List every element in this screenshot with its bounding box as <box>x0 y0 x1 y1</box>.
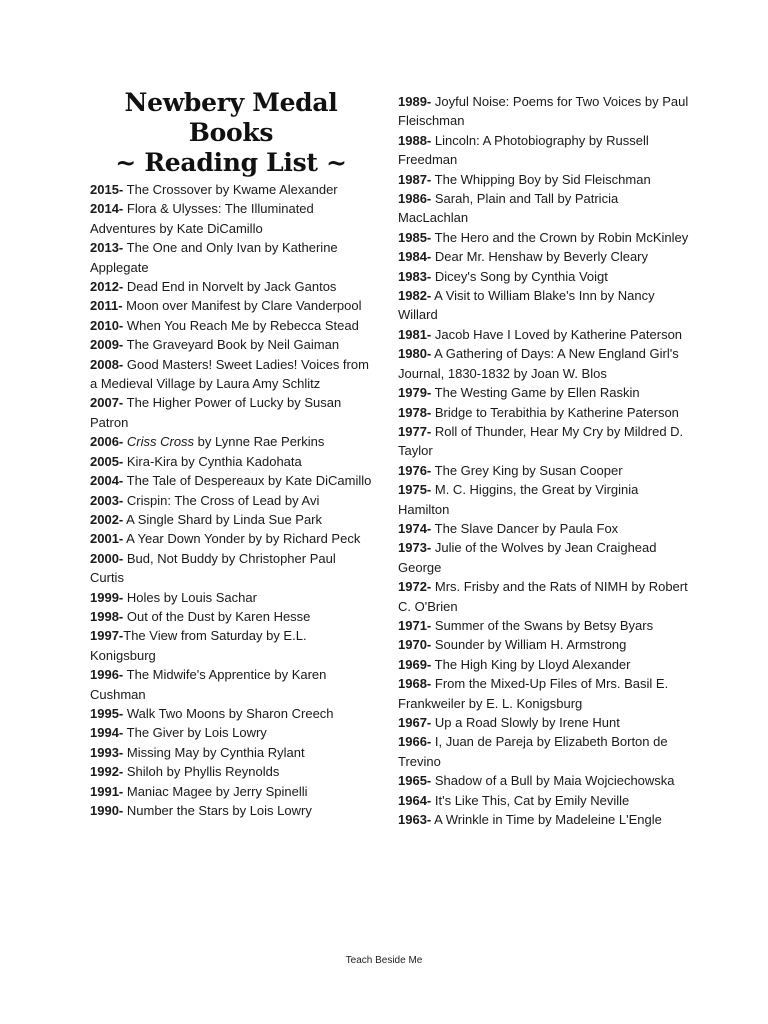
award-year: 2000 <box>90 550 119 566</box>
list-item <box>90 529 372 548</box>
list-item <box>90 762 372 781</box>
award-year: 1997 <box>90 628 119 644</box>
list-item <box>398 189 690 228</box>
book-title-author: The Midwife's Apprentice by Karen Cushman <box>90 667 327 702</box>
list-item <box>398 344 690 383</box>
award-year: 2008 <box>90 356 119 372</box>
book-title-author: The Slave Dancer by Paula Fox <box>431 520 619 536</box>
book-title-author: A Visit to William Blake's Inn by Nancy Willard <box>398 288 655 323</box>
book-title-author: Dead End in Norvelt by Jack Gantos <box>123 279 337 295</box>
year-separator: - <box>426 617 432 633</box>
year-separator: - <box>426 249 432 265</box>
award-year: 1980 <box>398 346 427 362</box>
list-item <box>90 296 372 315</box>
award-year: 2004 <box>90 473 119 489</box>
year-separator: - <box>118 492 124 508</box>
title-line-2: ~ Reading List ~ <box>115 148 347 177</box>
year-separator: - <box>118 608 124 624</box>
book-title-author: The One and Only Ivan by Katherine Applegate <box>90 240 338 275</box>
book-title-author: Bud, Not Buddy by Christopher Paul Curtis <box>90 550 336 586</box>
book-title-author: by Lynne Rae Perkins <box>194 434 325 450</box>
year-separator: - <box>426 792 432 808</box>
book-title-author: From the Mixed-Up Files of Mrs. Basil E. Frankweiler by E. L. Konigsburg <box>398 676 669 711</box>
list-item <box>398 131 690 170</box>
award-year: 2001 <box>90 531 119 547</box>
award-year: 1989 <box>398 94 427 109</box>
book-title-author: The Westing Game by Ellen Raskin <box>431 385 640 401</box>
year-separator: - <box>118 395 124 411</box>
book-title-author: Holes by Louis Sachar <box>123 589 257 605</box>
year-separator: - <box>426 812 432 828</box>
book-title-author: Out of the Dust by Karen Hesse <box>123 608 311 624</box>
book-title-author: Walk Two Moons by Sharon Creech <box>123 705 334 721</box>
award-year: 2013 <box>90 240 119 256</box>
award-year: 1993 <box>90 744 119 760</box>
award-year: 2010 <box>90 317 119 333</box>
award-year: 1970 <box>398 637 427 653</box>
award-year: 1981 <box>398 326 427 342</box>
book-title-author: The High King by Lloyd Alexander <box>431 656 631 672</box>
award-year: 1999 <box>90 589 119 605</box>
year-separator: - <box>118 550 124 566</box>
year-separator: - <box>426 171 432 187</box>
book-title-author: Moon over Manifest by Clare Vanderpool <box>122 298 362 314</box>
award-year: 1992 <box>90 764 119 780</box>
year-separator: - <box>426 715 432 730</box>
right-book-list <box>398 92 690 829</box>
list-item <box>398 616 690 635</box>
list-item <box>398 713 690 732</box>
award-year: 1985 <box>398 229 427 245</box>
footer-credit: Teach Beside Me <box>345 955 423 966</box>
award-year: 1977 <box>398 423 427 439</box>
book-title-author: The Crossover by Kwame Alexander <box>123 182 338 197</box>
list-item <box>90 704 372 723</box>
book-title-author: A Single Shard by Linda Sue Park <box>123 511 323 527</box>
award-year: 1998 <box>90 608 119 624</box>
book-title-author: The View from Saturday by E.L. Konigsburg <box>90 628 307 663</box>
award-year: 1965 <box>398 773 427 789</box>
list-item <box>90 452 372 471</box>
list-item <box>398 325 690 344</box>
award-year: 1995 <box>90 705 119 721</box>
list-item <box>90 335 372 354</box>
year-separator: - <box>426 229 432 245</box>
award-year: 1973 <box>398 540 427 556</box>
list-item <box>90 549 372 588</box>
book-title-author: It's Like This, Cat by Emily Neville <box>431 792 630 808</box>
year-separator: - <box>118 667 124 683</box>
year-separator: - <box>118 628 124 644</box>
list-item <box>398 538 690 577</box>
year-separator: - <box>118 803 124 818</box>
list-item <box>90 277 372 296</box>
book-title-author: A Wrinkle in Time by Madeleine L'Engle <box>431 812 662 828</box>
list-item <box>398 92 690 131</box>
year-separator: - <box>118 764 124 780</box>
book-title-author: When You Reach Me by Rebecca Stead <box>123 317 359 333</box>
year-separator: - <box>118 589 124 605</box>
book-title-author: Joyful Noise: Poems for Two Voices by Paul Fleischman <box>398 94 689 129</box>
list-item <box>398 403 690 422</box>
list-item <box>90 491 372 510</box>
award-year: 1994 <box>90 725 119 741</box>
year-separator: - <box>426 288 432 304</box>
award-year: 2003 <box>90 492 119 508</box>
list-item <box>398 519 690 538</box>
year-separator: - <box>426 540 432 556</box>
year-separator: - <box>426 94 432 109</box>
list-item <box>90 393 372 432</box>
book-title-author: Kira-Kira by Cynthia Kadohata <box>123 453 302 469</box>
book-title-author: Julie of the Wolves by Jean Craighead George <box>398 540 657 575</box>
book-title-author: I, Juan de Pareja by Elizabeth Borton de Trevino <box>398 734 668 769</box>
year-separator: - <box>118 783 124 799</box>
year-separator: - <box>118 182 124 197</box>
book-title-author: The Grey King by Susan Cooper <box>431 462 623 478</box>
book-title-author: Roll of Thunder, Hear My Cry by Mildred D. Taylor <box>398 423 684 459</box>
list-item <box>90 238 372 277</box>
year-separator: - <box>426 268 432 284</box>
award-year: 2007 <box>90 395 119 411</box>
left-book-list <box>90 180 372 820</box>
list-item <box>398 461 690 480</box>
year-separator: - <box>118 473 124 489</box>
list-item <box>90 510 372 529</box>
book-title-author: The Tale of Despereaux by Kate DiCamillo <box>123 473 372 489</box>
award-year: 1996 <box>90 667 119 683</box>
year-separator: - <box>426 346 432 362</box>
book-title-author: Shadow of a Bull by Maia Wojciechowska <box>431 773 675 789</box>
award-year: 1969 <box>398 656 427 672</box>
page-title <box>88 88 374 178</box>
award-year: 1976 <box>398 462 427 478</box>
list-item <box>398 383 690 402</box>
list-item <box>398 267 690 286</box>
year-separator: - <box>118 744 124 760</box>
book-title-author: The Hero and the Crown by Robin McKinley <box>431 229 689 245</box>
year-separator: - <box>426 656 432 672</box>
list-item <box>398 286 690 325</box>
award-year: 1987 <box>398 171 427 187</box>
book-title-author: Mrs. Frisby and the Rats of NIMH by Robert C. O'Brien <box>398 579 688 614</box>
list-item <box>398 247 690 266</box>
year-separator: - <box>426 423 432 439</box>
year-separator: - <box>426 462 432 478</box>
book-title-author: Lincoln: A Photobiography by Russell Freedman <box>398 132 649 168</box>
award-year: 1991 <box>90 783 119 799</box>
book-title-author: Missing May by Cynthia Rylant <box>123 744 305 760</box>
year-separator: - <box>118 453 124 469</box>
list-item <box>398 655 690 674</box>
list-item <box>90 723 372 742</box>
year-separator: - <box>426 191 432 207</box>
list-item <box>90 782 372 801</box>
list-item <box>90 199 372 238</box>
list-item <box>398 170 690 189</box>
book-title-author: Sarah, Plain and Tall by Patricia MacLachlan <box>398 191 619 226</box>
book-title-author: The Giver by Lois Lowry <box>123 725 267 741</box>
list-item <box>398 732 690 771</box>
award-year: 1986 <box>398 191 427 207</box>
award-year: 1979 <box>398 385 427 401</box>
list-item <box>398 635 690 654</box>
year-separator: - <box>118 725 124 741</box>
award-year: 1971 <box>398 617 427 633</box>
year-separator: - <box>426 520 432 536</box>
year-separator: - <box>426 482 432 498</box>
award-year: 2005 <box>90 453 119 469</box>
award-year: 1990 <box>90 803 119 818</box>
list-item <box>398 577 690 616</box>
year-separator: - <box>118 337 124 353</box>
year-separator: - <box>426 676 432 692</box>
award-year: 1978 <box>398 404 427 420</box>
book-title-author: Dear Mr. Henshaw by Beverly Cleary <box>431 249 649 265</box>
year-separator: - <box>118 434 124 450</box>
book-title-author: The Higher Power of Lucky by Susan Patron <box>90 395 342 430</box>
year-separator: - <box>426 404 432 420</box>
list-item <box>90 607 372 626</box>
year-separator: - <box>118 511 124 527</box>
list-item <box>398 422 690 461</box>
year-separator: - <box>118 240 124 256</box>
list-item <box>398 480 690 519</box>
book-title-author: M. C. Higgins, the Great by Virginia Hamilton <box>398 482 639 517</box>
book-title-author: Dicey's Song by Cynthia Voigt <box>431 268 608 284</box>
award-year: 2006 <box>90 434 119 450</box>
list-item <box>90 355 372 394</box>
year-separator: - <box>118 531 124 547</box>
award-year: 1974 <box>398 520 427 536</box>
year-separator: - <box>118 705 124 721</box>
book-title-author: Bridge to Terabithia by Katherine Paterson <box>431 404 679 420</box>
book-title-author: Flora & Ulysses: The Illuminated Adventures by Kate DiCamillo <box>90 201 314 236</box>
year-separator: - <box>426 773 432 789</box>
book-title-author: Jacob Have I Loved by Katherine Paterson <box>431 326 683 342</box>
list-item <box>398 674 690 713</box>
book-title-author: Up a Road Slowly by Irene Hunt <box>431 715 620 730</box>
award-year: 1964 <box>398 792 427 808</box>
year-separator: - <box>118 317 124 333</box>
award-year: 1975 <box>398 482 427 498</box>
book-title-italic: Criss Cross <box>126 434 195 450</box>
award-year: 1988 <box>398 132 427 148</box>
year-separator: - <box>118 201 124 217</box>
book-title-author: Number the Stars by Lois Lowry <box>123 803 312 818</box>
book-title-author: The Graveyard Book by Neil Gaiman <box>123 337 340 353</box>
year-separator: - <box>118 298 123 314</box>
list-item <box>90 316 372 335</box>
award-year: 1967 <box>398 715 427 730</box>
award-year: 2011 <box>90 298 119 314</box>
award-year: 2015 <box>90 182 119 197</box>
award-year: 2012 <box>90 279 119 295</box>
year-separator: - <box>426 326 432 342</box>
award-year: 2009 <box>90 337 119 353</box>
list-item <box>90 665 372 704</box>
list-item <box>90 180 372 199</box>
year-separator: - <box>118 356 124 372</box>
book-title-author: A Year Down Yonder by by Richard Peck <box>123 531 361 547</box>
title-line-1: Newbery Medal Books <box>124 88 338 147</box>
book-title-author: Maniac Magee by Jerry Spinelli <box>123 783 308 799</box>
award-year: 1972 <box>398 579 427 595</box>
award-year: 1982 <box>398 288 427 304</box>
year-separator: - <box>426 734 432 750</box>
book-title-author: Summer of the Swans by Betsy Byars <box>431 617 654 633</box>
list-item <box>398 771 690 790</box>
year-separator: - <box>426 385 432 401</box>
book-title-author: Sounder by William H. Armstrong <box>431 637 627 653</box>
book-title-author: A Gathering of Days: A New England Girl's Journal, 1830-1832 by Joan W. Blos <box>398 346 679 381</box>
list-item <box>90 743 372 762</box>
award-year: 1983 <box>398 268 427 284</box>
year-separator: - <box>426 637 432 653</box>
list-item <box>90 626 372 665</box>
list-item <box>90 588 372 607</box>
list-item <box>398 810 690 829</box>
award-year: 2014 <box>90 201 119 217</box>
list-item <box>90 801 372 820</box>
book-title-author: Shiloh by Phyllis Reynolds <box>123 764 280 780</box>
book-title-author: Good Masters! Sweet Ladies! Voices from a Medieval Village by Laura Amy Schlitz <box>90 356 369 392</box>
award-year: 1966 <box>398 734 427 750</box>
award-year: 2002 <box>90 511 119 527</box>
award-year: 1963 <box>398 812 427 828</box>
list-item <box>398 791 690 810</box>
list-item <box>90 432 372 451</box>
award-year: 1984 <box>398 249 427 265</box>
list-item <box>90 471 372 490</box>
book-title-author: The Whipping Boy by Sid Fleischman <box>431 171 651 187</box>
book-title-author: Crispin: The Cross of Lead by Avi <box>123 492 320 508</box>
list-item <box>398 228 690 247</box>
year-separator: - <box>426 132 432 148</box>
year-separator: - <box>426 579 432 595</box>
year-separator: - <box>118 279 124 295</box>
award-year: 1968 <box>398 676 427 692</box>
